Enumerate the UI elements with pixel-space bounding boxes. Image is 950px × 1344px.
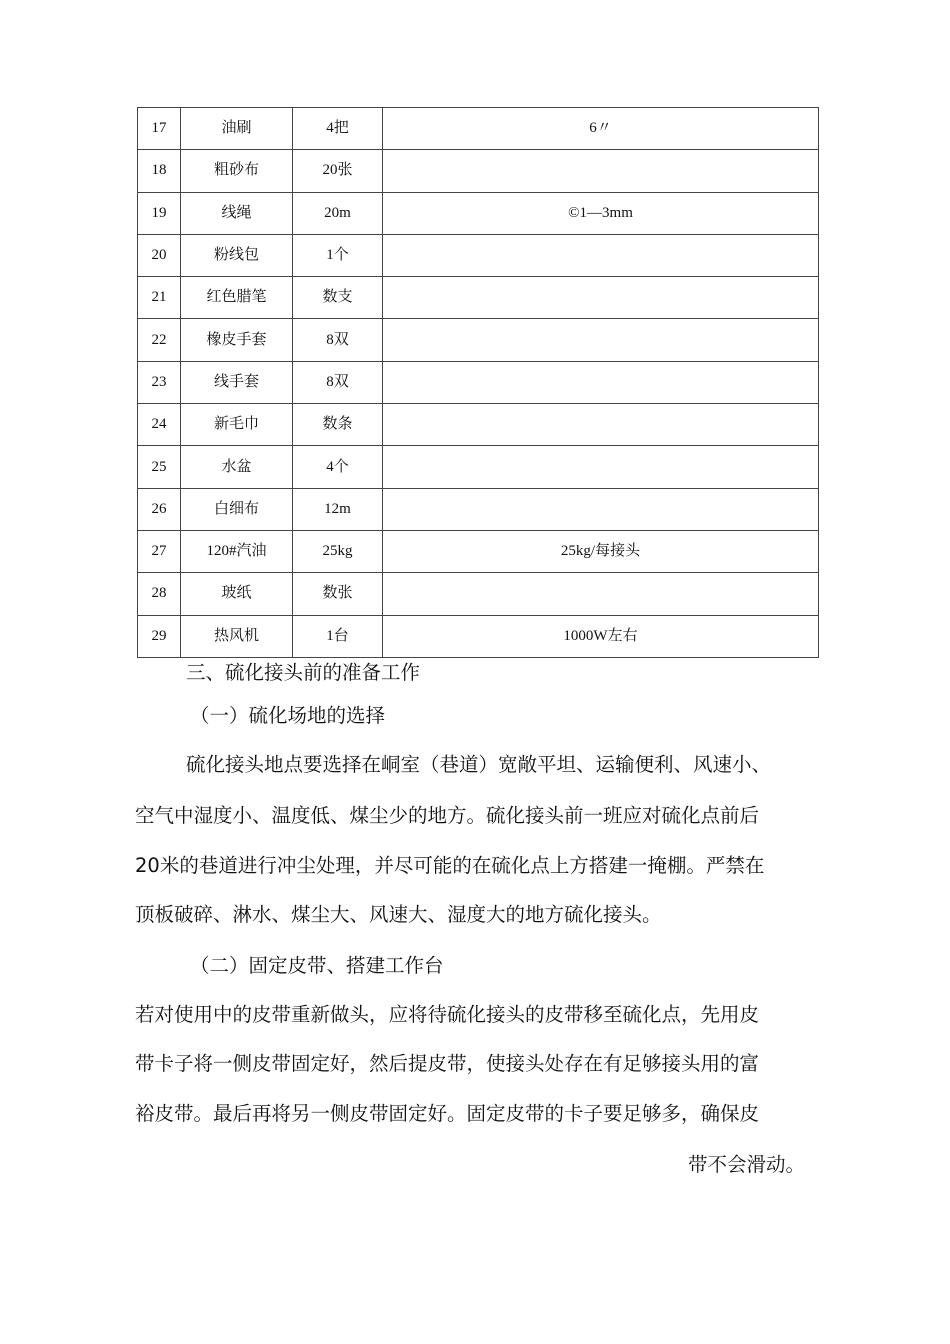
subsection-1-title: （一）硫化场地的选择 bbox=[190, 704, 386, 727]
cell-remark bbox=[383, 361, 819, 403]
cell-number: 28 bbox=[138, 573, 181, 615]
table-row bbox=[138, 319, 819, 361]
cell-number: 25 bbox=[138, 446, 181, 488]
cell-remark bbox=[383, 404, 819, 446]
table-row bbox=[138, 108, 819, 150]
cell-quantity: 数条 bbox=[293, 404, 383, 446]
cell-quantity: 20张 bbox=[293, 150, 383, 192]
paragraph-line: 裕皮带。最后再将另一侧皮带固定好。固定皮带的卡子要足够多，确保皮 bbox=[135, 1102, 760, 1125]
paragraph-line: 带不会滑动。 bbox=[688, 1153, 806, 1176]
cell-name: 120#汽油 bbox=[181, 530, 293, 572]
paragraph-line: 顶板破碎、淋水、煤尘大、风速大、湿度大的地方硫化接头。 bbox=[135, 903, 662, 926]
paragraph-line: 硫化接头地点要选择在峒室（巷道）宽敞平坦、运输便利、风速小、 bbox=[186, 753, 772, 776]
cell-name: 红色腊笔 bbox=[181, 277, 293, 319]
cell-quantity: 1台 bbox=[293, 615, 383, 657]
paragraph-line: 带卡子将一侧皮带固定好，然后提皮带，使接头处存在有足够接头用的富 bbox=[135, 1052, 760, 1075]
tools-table bbox=[137, 107, 819, 658]
subsection-2-title: （二）固定皮带、搭建工作台 bbox=[190, 954, 444, 977]
cell-number: 21 bbox=[138, 277, 181, 319]
paragraph-line: 若对使用中的皮带重新做头，应将待硫化接头的皮带移至硫化点，先用皮 bbox=[135, 1003, 760, 1026]
cell-name: 橡皮手套 bbox=[181, 319, 293, 361]
paragraph-line: 空气中湿度小、温度低、煤尘少的地方。硫化接头前一班应对硫化点前后 bbox=[135, 804, 760, 827]
table-row bbox=[138, 234, 819, 276]
cell-number: 24 bbox=[138, 404, 181, 446]
cell-name: 新毛巾 bbox=[181, 404, 293, 446]
cell-remark: 1000W左右 bbox=[383, 615, 819, 657]
cell-quantity: 25kg bbox=[293, 530, 383, 572]
cell-quantity: 4个 bbox=[293, 446, 383, 488]
cell-remark bbox=[383, 573, 819, 615]
table-row bbox=[138, 488, 819, 530]
cell-number: 23 bbox=[138, 361, 181, 403]
cell-number: 19 bbox=[138, 192, 181, 234]
cell-remark: 6〃 bbox=[383, 108, 819, 150]
table-row bbox=[138, 530, 819, 572]
cell-quantity: 8双 bbox=[293, 319, 383, 361]
table-row bbox=[138, 446, 819, 488]
cell-remark bbox=[383, 488, 819, 530]
cell-quantity: 20m bbox=[293, 192, 383, 234]
cell-name: 粗砂布 bbox=[181, 150, 293, 192]
paragraph-line: 20米的巷道进行冲尘处理，并尽可能的在硫化点上方搭建一掩棚。严禁在 bbox=[135, 854, 765, 877]
cell-quantity: 数支 bbox=[293, 277, 383, 319]
cell-name: 线手套 bbox=[181, 361, 293, 403]
table-row bbox=[138, 361, 819, 403]
cell-remark: ©1—3mm bbox=[383, 192, 819, 234]
cell-quantity: 1个 bbox=[293, 234, 383, 276]
section-3-title: 三、硫化接头前的准备工作 bbox=[186, 661, 421, 684]
cell-name: 白细布 bbox=[181, 488, 293, 530]
cell-quantity: 数张 bbox=[293, 573, 383, 615]
cell-remark bbox=[383, 234, 819, 276]
cell-quantity: 8双 bbox=[293, 361, 383, 403]
cell-number: 17 bbox=[138, 108, 181, 150]
cell-number: 22 bbox=[138, 319, 181, 361]
cell-name: 玻纸 bbox=[181, 573, 293, 615]
table-row bbox=[138, 150, 819, 192]
cell-remark bbox=[383, 150, 819, 192]
cell-number: 20 bbox=[138, 234, 181, 276]
cell-number: 27 bbox=[138, 530, 181, 572]
cell-quantity: 12m bbox=[293, 488, 383, 530]
table-row bbox=[138, 192, 819, 234]
cell-name: 粉线包 bbox=[181, 234, 293, 276]
table-row bbox=[138, 615, 819, 657]
table-row bbox=[138, 404, 819, 446]
cell-quantity: 4把 bbox=[293, 108, 383, 150]
cell-number: 29 bbox=[138, 615, 181, 657]
cell-number: 18 bbox=[138, 150, 181, 192]
cell-remark bbox=[383, 319, 819, 361]
cell-name: 线绳 bbox=[181, 192, 293, 234]
cell-remark bbox=[383, 277, 819, 319]
cell-name: 油刷 bbox=[181, 108, 293, 150]
cell-name: 热风机 bbox=[181, 615, 293, 657]
cell-remark bbox=[383, 446, 819, 488]
table-row bbox=[138, 277, 819, 319]
table-row bbox=[138, 573, 819, 615]
cell-number: 26 bbox=[138, 488, 181, 530]
cell-remark: 25kg/每接头 bbox=[383, 530, 819, 572]
cell-name: 水盆 bbox=[181, 446, 293, 488]
